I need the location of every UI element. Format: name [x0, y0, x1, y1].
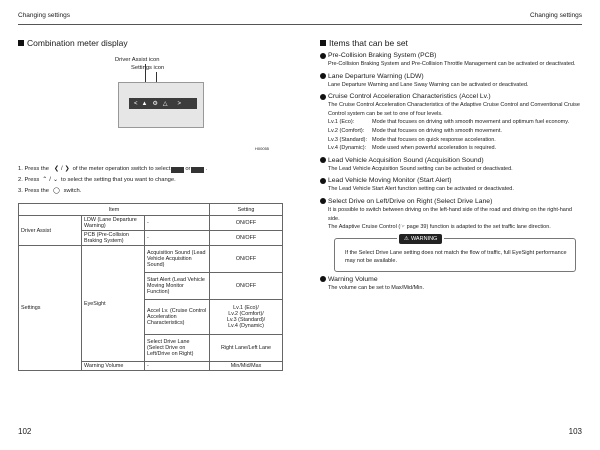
- cell-vol-val: Min/Mid/Max: [210, 362, 283, 371]
- step-3-text-b: switch.: [63, 188, 82, 194]
- bullet-icon: [320, 178, 326, 184]
- cell-vol: Warning Volume: [82, 362, 145, 371]
- item-title: Pre-Collision Braking System (PCB): [328, 52, 437, 59]
- cell-acq: Acquisition Sound (Lead Vehicle Acquisition Sound): [145, 246, 210, 273]
- item-body: Pre-Collision Braking System and Pre-Collision Throttle Management can be activated or deactivated.: [328, 61, 576, 67]
- slash-icon: /: [60, 166, 63, 172]
- bullet-icon: [320, 198, 326, 204]
- meter-screen: [118, 82, 204, 128]
- section-title-left: [18, 38, 283, 48]
- header-left: Changing settings: [18, 12, 71, 19]
- item-pcb: [320, 52, 582, 69]
- step-2: [18, 175, 283, 186]
- settings-screen-icon: [191, 167, 204, 173]
- square-bullet-icon: [18, 40, 24, 46]
- slash-icon: /: [49, 177, 51, 183]
- cell-pcb: PCB (Pre-Collision Braking System): [82, 231, 145, 246]
- level-key: Lv.2 (Comfort):: [328, 127, 365, 134]
- step-1-end: .: [205, 166, 208, 172]
- cell-ldw-val: ON/OFF: [210, 216, 283, 231]
- meter-diagram: [18, 52, 283, 160]
- item-body: [320, 101, 582, 153]
- item-body: Lane Departure Warning and Lane Sway Warning can be activated or deactivated.: [328, 81, 529, 88]
- callout-driver-assist: Driver Assist icon: [115, 57, 160, 63]
- driver-assist-screen-icon: [171, 167, 184, 173]
- cell-lane-val: Right Lane/Left Lane: [210, 335, 283, 362]
- level-row: [328, 118, 582, 127]
- step-2-text-b: to select the setting that you want to change.: [61, 177, 176, 183]
- step-1-or: or: [185, 166, 191, 172]
- level-key: Lv.3 (Standard):: [328, 136, 368, 143]
- warning-triangle-icon: ⚠: [404, 235, 409, 242]
- level-value: Mode that focuses on driving with smooth movement and optimum fuel economy.: [372, 119, 570, 126]
- cell-pcb-val: ON/OFF: [210, 231, 283, 246]
- circle-switch-icon: ◯: [52, 188, 60, 194]
- lane-body-2: The Adaptive Cruise Control (☞ page 39) function is adapted to the set traffic lane direction.: [328, 224, 551, 231]
- warning-triangle-icon: △: [162, 101, 168, 107]
- cell-acq-val: ON/OFF: [210, 246, 283, 273]
- driver-assist-icon: ▲: [141, 100, 148, 107]
- menu-bar: [129, 98, 197, 109]
- cell-ldw: LDW (Lane Departure Warning): [82, 216, 145, 231]
- accel-desc: The Cruise Control Acceleration Characteristics of the Adaptive Cruise Control and Conventional Cruise Control system can be set to one of four levels.: [328, 102, 580, 117]
- item-monitor: [320, 177, 582, 194]
- chevron-up-icon: ⌃: [42, 177, 48, 183]
- left-title: Combination meter display: [27, 38, 128, 48]
- level-value: Mode that focuses on quick response acceleration.: [372, 136, 496, 143]
- table-header-item: Item: [19, 204, 210, 216]
- table-row: [19, 216, 283, 231]
- step-1: [18, 164, 283, 175]
- group-settings: Settings: [19, 246, 82, 371]
- left-column: [18, 38, 283, 371]
- accel-lv1: Lv.1 (Eco)/: [233, 305, 259, 311]
- accel-lv2: Lv.2 (Comfort)/: [228, 311, 264, 317]
- step-3: [18, 186, 283, 197]
- step-1-text-b: of the meter operation switch to select: [72, 166, 171, 172]
- warning-box: [334, 235, 576, 272]
- table-header-setting: Setting: [210, 204, 283, 216]
- figure-code: H00055: [255, 146, 270, 151]
- item-title: Lane Departure Warning (LDW): [328, 72, 424, 80]
- step-3-text: 3. Press the: [18, 188, 49, 194]
- page-number-left: 102: [18, 427, 32, 436]
- accel-lv3: Lv.3 (Standard)/: [226, 317, 266, 323]
- warning-body: If the Select Drive Lane setting does not match the flow of traffic, full EyeSight performance may not be available.: [345, 249, 567, 265]
- level-row: [328, 136, 582, 145]
- lane-body-1: It is possible to switch between driving on the left-hand side of the road and driving on the right-hand side.: [328, 206, 572, 222]
- callout-settings: Settings icon: [131, 65, 165, 71]
- step-2-text: 2. Press: [18, 177, 40, 183]
- item-acq: [320, 157, 582, 174]
- bullet-icon: [320, 94, 326, 100]
- item-volume: [320, 276, 582, 293]
- right-column: [320, 38, 582, 297]
- warning-label-text: WARNING: [410, 235, 438, 242]
- level-value: Mode used when powerful acceleration is required.: [372, 145, 497, 152]
- cell-lane: Select Drive Lane (Select Drive on Left/Drive on Right): [145, 335, 210, 362]
- right-title: Items that can be set: [329, 38, 408, 48]
- item-title: Warning Volume: [328, 275, 378, 283]
- cell-accel: Accel Lv. (Cruise Control Acceleration Characteristics): [145, 300, 210, 335]
- item-body: The volume can be set to Max/Mid/Min.: [328, 284, 424, 291]
- cell-pcb-sub: -: [145, 231, 210, 246]
- chevron-left-icon: ❮: [53, 166, 59, 172]
- item-body: The Lead Vehicle Acquisition Sound setting can be activated or deactivated.: [328, 165, 513, 172]
- item-ldw: [320, 73, 582, 90]
- item-title: Cruise Control Acceleration Characteristics (Accel Lv.): [328, 93, 491, 101]
- section-title-right: [320, 38, 582, 48]
- bullet-icon: [320, 53, 326, 59]
- item-body: [320, 206, 582, 232]
- item-title: Lead Vehicle Moving Monitor (Start Alert): [328, 177, 452, 185]
- bullet-icon: [320, 276, 326, 282]
- chevron-right-icon: >: [177, 100, 181, 107]
- level-key: Lv.4 (Dynamic):: [328, 145, 367, 152]
- table-row: [19, 246, 283, 273]
- level-row: [328, 127, 582, 136]
- square-bullet-icon: [320, 40, 326, 46]
- chevron-right-icon: ❯: [64, 166, 70, 172]
- item-accel: [320, 93, 582, 153]
- level-value: Mode that focuses on driving with smooth movement.: [372, 127, 502, 134]
- item-lane: [320, 198, 582, 272]
- bullet-icon: [320, 157, 326, 163]
- level-key: Lv.1 (Eco):: [328, 119, 355, 126]
- item-title: Lead Vehicle Acquisition Sound (Acquisition Sound): [328, 156, 484, 164]
- gear-icon: ⚙: [152, 101, 158, 107]
- steps: [18, 164, 283, 197]
- accel-lv4: Lv.4 (Dynamic): [228, 323, 264, 329]
- cell-accel-val: [210, 300, 283, 335]
- header-rule: [18, 24, 582, 25]
- group-driver-assist: Driver Assist: [19, 216, 82, 246]
- item-body: The Lead Vehicle Start Alert function setting can be activated or deactivated.: [328, 186, 514, 193]
- item-title: Select Drive on Left/Drive on Right (Select Drive Lane): [328, 197, 493, 205]
- cell-ldw-sub: -: [145, 216, 210, 231]
- chevron-down-icon: ⌄: [52, 177, 58, 183]
- page-number-right: 103: [568, 427, 582, 436]
- step-1-text: 1. Press the: [18, 166, 49, 172]
- chevron-left-icon: <: [134, 100, 138, 107]
- header-right: Changing settings: [529, 12, 582, 19]
- bullet-icon: [320, 73, 326, 79]
- settings-table: [18, 203, 283, 371]
- cell-start: Start Alert (Lead Vehicle Moving Monitor Function): [145, 273, 210, 300]
- cell-start-val: ON/OFF: [210, 273, 283, 300]
- warning-label: [397, 234, 444, 245]
- cell-eyesight: EyeSight: [82, 246, 145, 362]
- cell-vol-sub: -: [145, 362, 210, 371]
- level-row: [328, 144, 582, 153]
